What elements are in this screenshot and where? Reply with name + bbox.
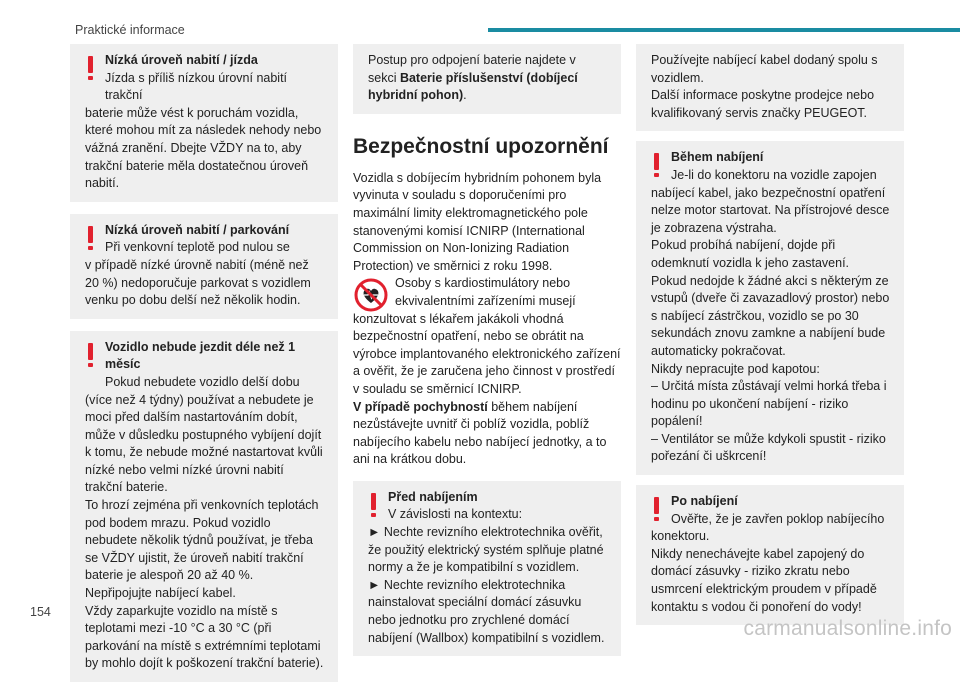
info-text: Používejte nabíjecí kabel dodaný spolu s vozidlem. xyxy=(651,53,878,85)
section-heading: Bezpečnostní upozornění xyxy=(353,134,609,158)
warning-dash-item: – Ventilátor se může kdykoli spustit - riziko pořezání či uškrcení! xyxy=(651,431,886,464)
column-1 xyxy=(70,44,338,694)
pacemaker-text: Osoby s kardiostimulátory nebo ekvivalentními zařízeními musejí xyxy=(395,276,576,308)
warning-text: To hrozí zejména při venkovních teplotách pod bodem mrazu. Pokud vozidlo nebudete několik týdnů používat, je třeba se VŽDY ujistit, že úroveň nabití trakční baterie je alespoň 20 až 40 %. xyxy=(85,498,319,583)
info-box-charging-cable xyxy=(636,44,904,131)
warning-title: Vozidlo nebude jezdit déle než 1 měsíc xyxy=(105,339,296,372)
warning-box-before-charging xyxy=(353,481,621,656)
warning-first-line: Při venkovní teplotě pod nulou se xyxy=(105,240,290,255)
column-3 xyxy=(636,44,904,635)
warning-text: (více než 4 týdny) používat a nebudete je moci před dalším nastartováním dobít, může v důsledku postupného vybíjení dojít k tomu, že nebude možné nastartovat kvůli nízké nebo velmi nízké úrovni nabití trakční baterie. xyxy=(85,392,323,495)
paragraph-rest: během nabíjení nezůstávejte uvnitř či poblíž vozidla, poblíž nabíjecího kabelu nebo nabíjecí jednotky, a to ani na krátkou dobu. xyxy=(353,399,607,467)
warning-title: Po nabíjení xyxy=(671,494,738,509)
warning-text: Nikdy nenechávejte kabel zapojený do domácí zásuvky - riziko zkratu nebo usmrcení elektrickým proudem v případě kontaktu s vodou či ponoření do vody! xyxy=(651,546,877,614)
info-text-bold: Baterie příslušenství (dobíjecí hybridní pohon) xyxy=(368,70,578,103)
header-rule xyxy=(488,28,960,32)
warning-box-long-storage xyxy=(70,331,338,682)
warning-box-during-charging xyxy=(636,141,904,475)
warning-exclamation-icon xyxy=(88,343,93,367)
paragraph xyxy=(353,399,621,469)
warning-title: Před nabíjením xyxy=(388,489,478,504)
warning-list-item: ► Nechte revizního elektrotechnika ověřit, že použitý elektrický systém splňuje platné normy a že je kompatibilní s vozidlem. xyxy=(368,525,604,575)
safety-body-text xyxy=(353,170,621,469)
column-2 xyxy=(353,44,621,656)
warning-exclamation-icon xyxy=(654,497,659,521)
paragraph: Vozidla s dobíjecím hybridním pohonem byla vyvinuta v souladu s doporučeními pro maximální limity elektromagnetického pole stanovenými komisí ICNIRP (International Commission on Non-Ionizing Radiation Protection) ve směrnici z roku 1998. xyxy=(353,170,602,273)
warning-box-after-charging xyxy=(636,485,904,625)
warning-text: Vždy zaparkujte vozidlo na místě s teplotami mezi -10 °C a 30 °C (při parkování na místě s extrémními teplotami by mohlo dojít k poškození trakční baterie). xyxy=(85,603,324,671)
warning-title: Nízká úroveň nabití / parkování xyxy=(105,222,290,237)
warning-title: Během nabíjení xyxy=(671,150,764,165)
warning-box-low-charge-driving xyxy=(70,44,338,202)
pacemaker-warning-icon xyxy=(353,277,389,313)
warning-text: baterie může vést k poruchám vozidla, které mohou mít za následek nehody nebo vážná zranění. Dbejte VŽDY na to, aby trakční baterie měla dostatečnou úroveň nabití. xyxy=(85,105,322,191)
watermark: carmanualsonline.info xyxy=(743,617,952,640)
warning-text: Nepřipojujte nabíjecí kabel. xyxy=(85,586,236,601)
warning-exclamation-icon xyxy=(371,493,376,517)
warning-text: v případě nízké úrovně nabití (méně než 20 %) nedoporučuje parkovat s vozidlem venku po dobu delší než několik hodin. xyxy=(85,257,311,308)
info-text-after: . xyxy=(463,88,467,103)
warning-text: nabíjecí kabel, jako bezpečnostní opatření nelze motor startovat. Na přístrojové desce je zobrazena výstraha. xyxy=(651,185,890,235)
info-box-battery-disconnect xyxy=(353,44,621,114)
warning-exclamation-icon xyxy=(88,56,93,80)
warning-first-line: Ověřte, že je zavřen poklop nabíjecího xyxy=(671,511,885,526)
warning-box-low-charge-parking xyxy=(70,214,338,319)
paragraph-bold: V případě pochybností xyxy=(353,399,488,414)
page-number: 154 xyxy=(30,605,51,619)
warning-text: Pokud probíhá nabíjení, dojde při odemknutí vozidla k jeho zastavení. xyxy=(651,238,850,270)
warning-first-line: Jízda s příliš nízkou úrovní nabití trakční xyxy=(105,70,288,103)
warning-text: Nikdy nepracujte pod kapotou: xyxy=(651,361,820,376)
info-text-before: Postup pro odpojení baterie najdete v sekci xyxy=(368,53,576,85)
pacemaker-note xyxy=(353,275,621,310)
warning-title: Nízká úroveň nabití / jízda xyxy=(105,53,258,67)
section-label: Praktické informace xyxy=(75,23,185,37)
warning-exclamation-icon xyxy=(88,226,93,250)
warning-text: konektoru. xyxy=(651,529,710,544)
paragraph: konzultovat s lékařem jakákoli vhodná bezpečnostní opatření, nebo se obrátit na výrobce implantovaného elektronického zařízení a ověřit, že je zaručena jeho činnost v prostředí v souladu se směrnicí ICNIRP. xyxy=(353,311,621,396)
warning-dash-item: – Určitá místa zůstávají velmi horká třeba i hodinu po ukončení nabíjení - riziko popálení! xyxy=(651,379,887,429)
info-text: Další informace poskytne prodejce nebo kvalifikovaný servis značky PEUGEOT. xyxy=(651,88,875,120)
warning-text: Pokud nedojde k žádné akci s některým ze vstupů (dveře či zavazadlový prostor) nebo s nabíjecí zástrčkou, vozidlo se po 30 sekundách znovu zamkne a nabíjení bude automaticky pokračovat. xyxy=(651,273,890,358)
info-text xyxy=(368,52,607,105)
warning-exclamation-icon xyxy=(654,153,659,177)
warning-list-item: ► Nechte revizního elektrotechnika nainstalovat speciální domácí zásuvku nebo jednotku pro zrychlené domácí nabíjení (Wallbox) kompatibilní s vozidlem. xyxy=(368,577,605,645)
warning-first-line: V závislosti na kontextu: xyxy=(388,507,523,522)
warning-first-line: Pokud nebudete vozidlo delší dobu xyxy=(105,374,300,389)
warning-first-line: Je-li do konektoru na vozidle zapojen xyxy=(671,167,877,182)
